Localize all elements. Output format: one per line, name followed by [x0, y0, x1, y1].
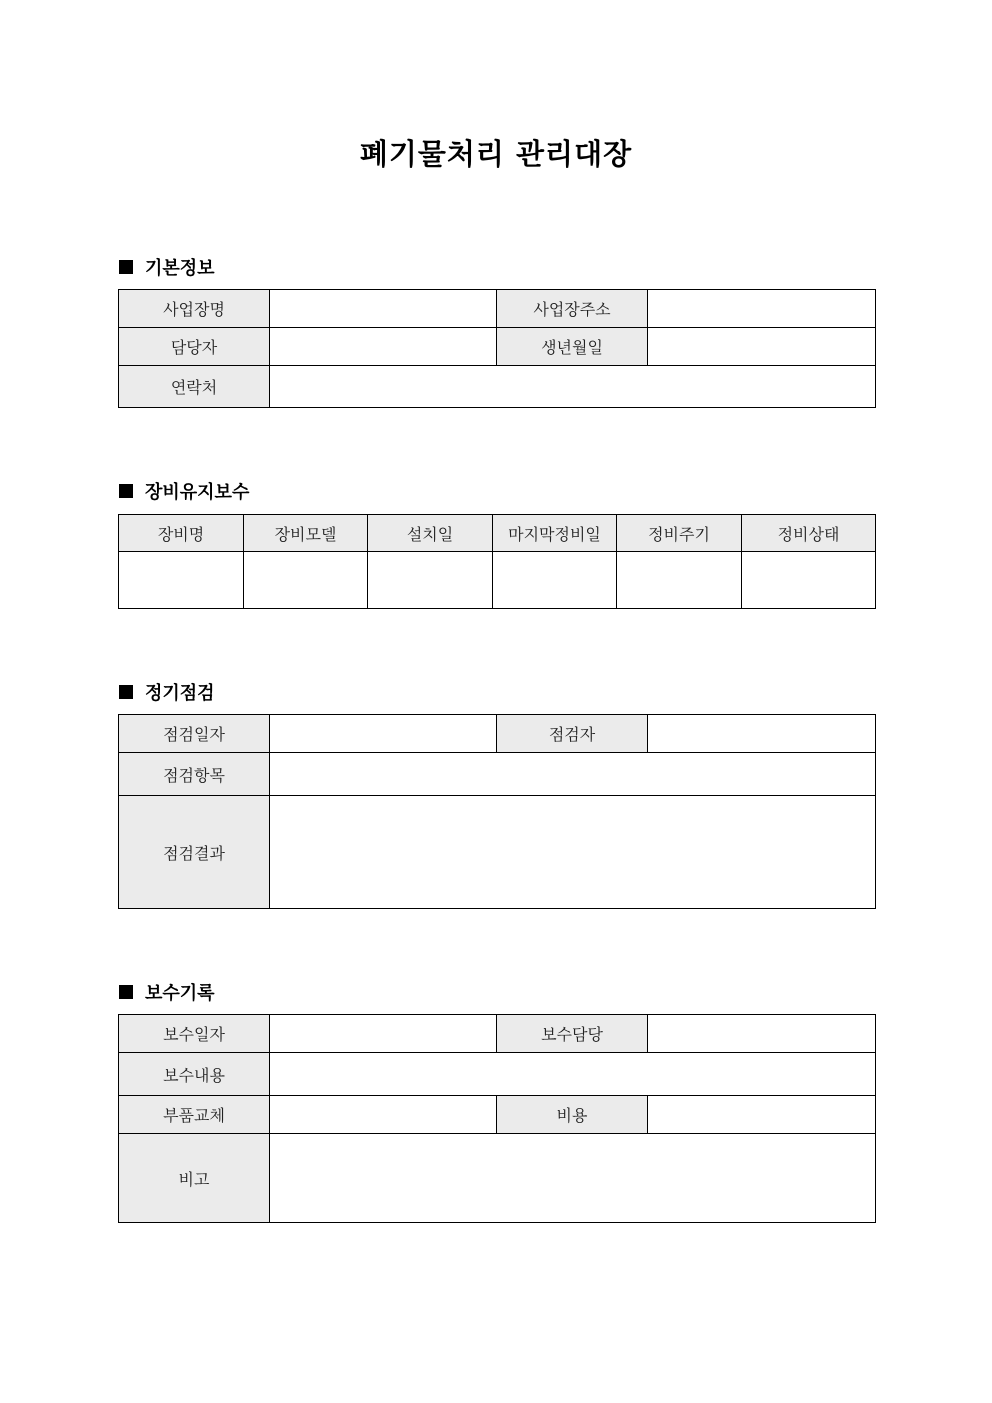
repair-person-field[interactable]: [648, 1015, 876, 1053]
basic-info-table: [118, 289, 876, 408]
inspection-table: [118, 714, 876, 909]
repair-table: [118, 1014, 876, 1223]
label-business-address: 사업장주소: [497, 290, 648, 328]
remarks-field[interactable]: [270, 1134, 876, 1223]
maintenance-status-cell[interactable]: [742, 552, 876, 609]
section-heading-label: 정기점검: [145, 683, 215, 704]
repair-date-field[interactable]: [270, 1015, 497, 1053]
column-header-maintenance-cycle: 정비주기: [617, 515, 742, 552]
square-bullet-icon: [119, 685, 133, 699]
equipment-model-cell[interactable]: [244, 552, 368, 609]
label-remarks: 비고: [119, 1134, 270, 1223]
label-repair-person: 보수담당: [497, 1015, 648, 1053]
square-bullet-icon: [119, 985, 133, 999]
label-birth-date: 생년월일: [497, 328, 648, 366]
label-manager: 담당자: [119, 328, 270, 366]
repair-content-field[interactable]: [270, 1053, 876, 1096]
business-address-field[interactable]: [648, 290, 876, 328]
cost-field[interactable]: [648, 1096, 876, 1134]
inspection-result-field[interactable]: [270, 796, 876, 909]
equipment-name-cell[interactable]: [119, 552, 244, 609]
section-heading-label: 장비유지보수: [145, 482, 250, 503]
label-inspection-items: 점검항목: [119, 753, 270, 796]
manager-field[interactable]: [270, 328, 497, 366]
label-inspection-date: 점검일자: [119, 715, 270, 753]
section-heading-equipment: [119, 478, 249, 504]
section-heading-basic-info: [119, 254, 215, 280]
square-bullet-icon: [119, 260, 133, 274]
column-header-last-maintenance-date: 마지막정비일: [493, 515, 617, 552]
section-heading-label: 보수기록: [145, 983, 215, 1004]
label-parts-replacement: 부품교체: [119, 1096, 270, 1134]
inspection-items-field[interactable]: [270, 753, 876, 796]
column-header-install-date: 설치일: [368, 515, 493, 552]
label-inspector: 점검자: [497, 715, 648, 753]
install-date-cell[interactable]: [368, 552, 493, 609]
equipment-table: [118, 514, 876, 609]
inspection-date-field[interactable]: [270, 715, 497, 753]
inspector-field[interactable]: [648, 715, 876, 753]
last-maintenance-date-cell[interactable]: [493, 552, 617, 609]
label-business-name: 사업장명: [119, 290, 270, 328]
label-inspection-result: 점검결과: [119, 796, 270, 909]
label-contact: 연락처: [119, 366, 270, 408]
column-header-equipment-model: 장비모델: [244, 515, 368, 552]
business-name-field[interactable]: [270, 290, 497, 328]
parts-replacement-field[interactable]: [270, 1096, 497, 1134]
birth-date-field[interactable]: [648, 328, 876, 366]
section-heading-inspection: [119, 679, 215, 705]
label-repair-content: 보수내용: [119, 1053, 270, 1096]
label-cost: 비용: [497, 1096, 648, 1134]
section-heading-repair: [119, 979, 215, 1005]
label-repair-date: 보수일자: [119, 1015, 270, 1053]
maintenance-cycle-cell[interactable]: [617, 552, 742, 609]
contact-field[interactable]: [270, 366, 876, 408]
section-heading-label: 기본정보: [145, 258, 215, 279]
table-row: [119, 552, 876, 609]
square-bullet-icon: [119, 484, 133, 498]
column-header-maintenance-status: 정비상태: [742, 515, 876, 552]
page-title: 폐기물처리 관리대장: [359, 137, 633, 171]
column-header-equipment-name: 장비명: [119, 515, 244, 552]
